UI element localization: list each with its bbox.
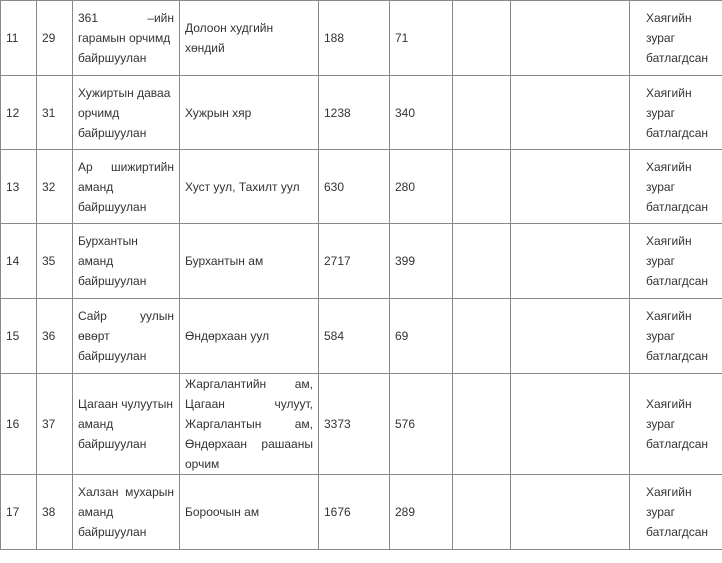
area-line: Жаргалантын ам,	[185, 417, 313, 431]
status-line: зураг	[646, 179, 675, 194]
location-cell	[73, 299, 180, 374]
area-line: Жаргалантийн ам,	[185, 377, 313, 391]
value2-cell: 289	[390, 475, 453, 550]
location-line: аманд	[78, 505, 114, 519]
row-id-cell: 35	[37, 224, 73, 299]
status-cell	[630, 224, 722, 299]
location-line: орчимд	[78, 105, 120, 120]
status-line: батлагдсан	[646, 51, 709, 65]
table-row	[1, 150, 722, 224]
location-line: аманд	[78, 179, 114, 194]
table-row	[1, 76, 722, 150]
row-id-cell: 38	[37, 475, 73, 550]
status-line: зураг	[646, 329, 675, 343]
table-row	[1, 374, 722, 475]
row-number-cell: 13	[1, 150, 37, 224]
table-row	[1, 1, 722, 76]
location-line: 361 –ийн	[78, 11, 174, 25]
status-line: Хаягийн	[646, 11, 692, 25]
location-line: өвөрт	[78, 329, 110, 343]
status-line: батлагдсан	[646, 274, 709, 288]
empty-cell	[511, 1, 630, 76]
location-line: байршуулан	[78, 51, 147, 65]
value1-cell: 584	[319, 299, 390, 374]
status-line: Хаягийн	[646, 85, 692, 100]
empty-cell	[453, 76, 511, 150]
value1-cell: 1676	[319, 475, 390, 550]
row-number-cell: 17	[1, 475, 37, 550]
value2-cell: 280	[390, 150, 453, 224]
row-number-cell: 12	[1, 76, 37, 150]
empty-cell	[453, 150, 511, 224]
area-cell	[180, 374, 319, 475]
status-line: Хаягийн	[646, 485, 692, 499]
area-line: Хужрын хяр	[185, 105, 252, 120]
status-line: Хаягийн	[646, 309, 692, 323]
empty-cell	[453, 224, 511, 299]
status-cell	[630, 150, 722, 224]
status-line: зураг	[646, 105, 675, 120]
empty-cell	[511, 224, 630, 299]
value2-cell: 71	[390, 1, 453, 76]
status-line: зураг	[646, 31, 675, 45]
status-line: батлагдсан	[646, 525, 709, 539]
location-line: байршуулан	[78, 349, 147, 363]
status-line: зураг	[646, 505, 675, 519]
location-cell	[73, 76, 180, 150]
location-line: байршуулан	[78, 525, 147, 539]
location-line: Цагаан чулуутын	[78, 397, 173, 411]
location-line: Бурхантын	[78, 234, 138, 248]
status-line: Хаягийн	[646, 397, 692, 411]
value2-cell: 399	[390, 224, 453, 299]
row-number-cell: 11	[1, 1, 37, 76]
area-line: Долоон худгийн хөндий	[185, 21, 274, 55]
area-cell	[180, 475, 319, 550]
row-number-cell: 15	[1, 299, 37, 374]
location-line: Хужиртын даваа	[78, 85, 171, 100]
empty-cell	[511, 374, 630, 475]
value1-cell: 630	[319, 150, 390, 224]
location-cell	[73, 224, 180, 299]
empty-cell	[511, 150, 630, 224]
status-line: зураг	[646, 254, 675, 268]
status-line: Хаягийн	[646, 234, 692, 248]
empty-cell	[453, 1, 511, 76]
location-line: Халзан мухарын	[78, 485, 174, 499]
empty-cell	[511, 475, 630, 550]
location-line: байршуулан	[78, 125, 147, 140]
location-cell	[73, 374, 180, 475]
row-number-cell: 16	[1, 374, 37, 475]
status-cell	[630, 475, 722, 550]
area-cell	[180, 224, 319, 299]
location-line: байршуулан	[78, 437, 147, 451]
empty-cell	[453, 374, 511, 475]
area-cell	[180, 150, 319, 224]
empty-cell	[453, 475, 511, 550]
row-number-cell: 14	[1, 224, 37, 299]
location-line: байршуулан	[78, 274, 147, 288]
area-line: Өндөрхаан рашааны	[185, 437, 313, 451]
value1-cell: 3373	[319, 374, 390, 475]
area-cell	[180, 299, 319, 374]
location-line: гарамын орчимд	[78, 31, 171, 45]
row-id-cell: 31	[37, 76, 73, 150]
status-cell	[630, 1, 722, 76]
status-line: зураг	[646, 417, 675, 431]
location-line: Ар шижиртийн	[78, 159, 174, 174]
value2-cell: 69	[390, 299, 453, 374]
area-line: Цагаан чулуут,	[185, 397, 313, 411]
row-id-cell: 29	[37, 1, 73, 76]
area-cell	[180, 76, 319, 150]
area-line: Хуст уул, Тахилт уул	[185, 179, 300, 194]
row-id-cell: 37	[37, 374, 73, 475]
table-row	[1, 224, 722, 299]
status-line: батлагдсан	[646, 437, 709, 451]
status-line: батлагдсан	[646, 199, 709, 214]
empty-cell	[511, 76, 630, 150]
status-line: Хаягийн	[646, 159, 692, 174]
value1-cell: 1238	[319, 76, 390, 150]
value1-cell: 188	[319, 1, 390, 76]
location-line: аманд	[78, 254, 114, 268]
empty-cell	[453, 299, 511, 374]
table-body	[1, 1, 722, 550]
status-line: батлагдсан	[646, 125, 709, 140]
table-row	[1, 475, 722, 550]
area-cell	[180, 1, 319, 76]
empty-cell	[511, 299, 630, 374]
location-cell	[73, 1, 180, 76]
area-line: орчим	[185, 457, 220, 471]
area-line: Бурхантын ам	[185, 254, 264, 268]
value2-cell: 576	[390, 374, 453, 475]
status-cell	[630, 76, 722, 150]
location-line: Сайр уулын	[78, 309, 174, 323]
status-line: батлагдсан	[646, 349, 709, 363]
location-cell	[73, 475, 180, 550]
status-cell	[630, 374, 722, 475]
area-line: Өндөрхаан уул	[185, 329, 270, 343]
table-row	[1, 299, 722, 374]
status-cell	[630, 299, 722, 374]
value1-cell: 2717	[319, 224, 390, 299]
value2-cell: 340	[390, 76, 453, 150]
row-id-cell: 32	[37, 150, 73, 224]
location-line: аманд	[78, 417, 114, 431]
location-cell	[73, 150, 180, 224]
area-line: Бороочын ам	[185, 505, 260, 519]
location-line: байршуулан	[78, 199, 147, 214]
row-id-cell: 36	[37, 299, 73, 374]
